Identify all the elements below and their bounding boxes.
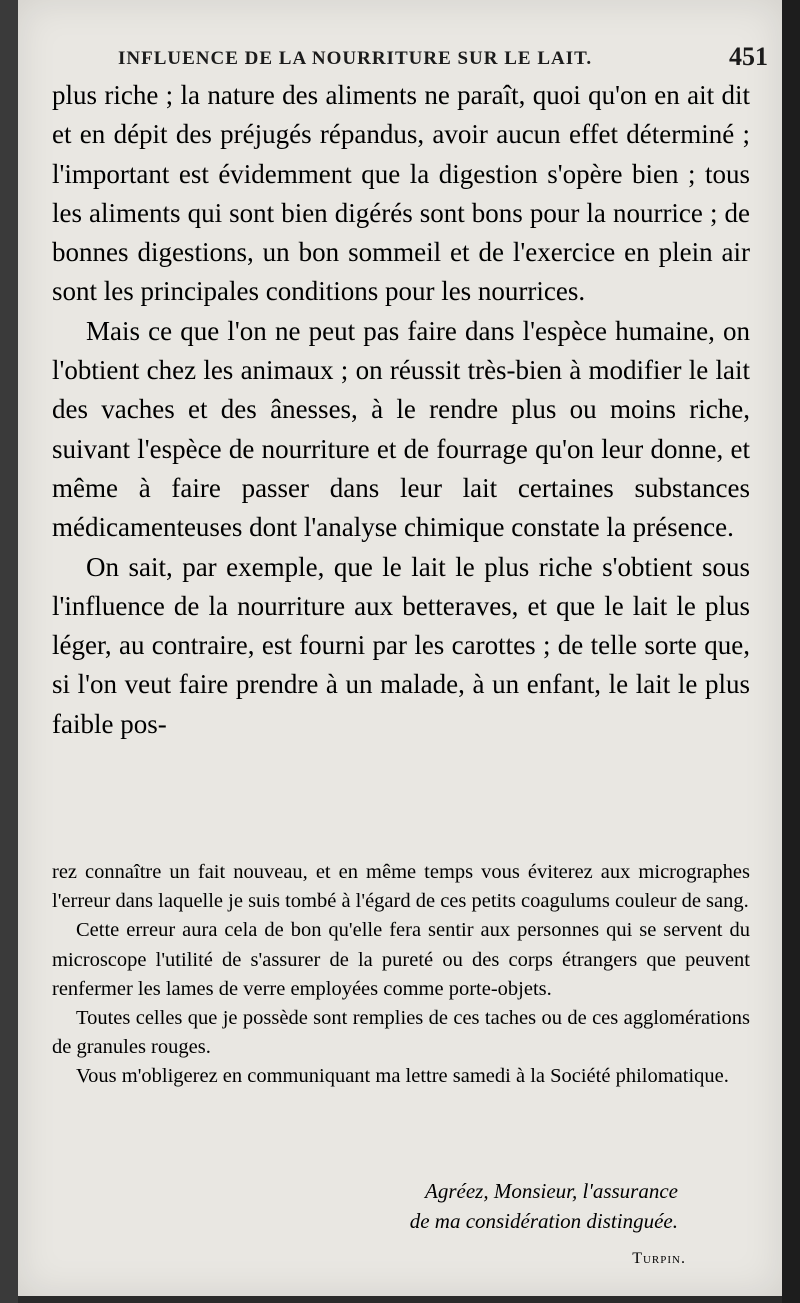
paragraph-2: Mais ce que l'on ne peut pas faire dans l'espèce humaine, on l'obtient chez les animaux ; on réussit très-bien à modifier le lait des vaches et des ânesses, à le rendre plus ou moins riche, suivant l'espèce de nourriture et de fourrage qu'on leur donne, et même à faire passer dans leur lait certaines substances médicamenteuses dont l'analyse chimique constate la présence.: [52, 315, 750, 543]
closing-line-1: Agréez, Monsieur, l'assurance: [425, 1179, 678, 1203]
page-number: 451: [729, 42, 768, 71]
paragraph-1: plus riche ; la nature des aliments ne paraît, quoi qu'on en ait dit et en dépit des préjugés répandus, avoir aucun effet déterminé ; l'important est évidemment que la digestion s'opère bien ; tous les aliments qui sont bien digérés sont bons pour la nourrice ; de bonnes digestions, un bon sommeil et de l'exercice en plein air sont les principales conditions pour les nourrices.: [52, 80, 750, 307]
bleed-through-letter-text: [52, 858, 750, 1092]
letter-closing: [300, 1176, 678, 1236]
page-header: [118, 40, 768, 76]
letter-paragraph-1: rez connaître un fait nouveau, et en même temps vous éviterez aux micrographes l'erreur dans laquelle je suis tombé à l'égard de ces petits coagulums couleur de sang.: [52, 861, 750, 913]
page-shadow-left: [0, 0, 18, 1303]
letter-paragraph-4: Vous m'obligerez en communiquant ma lettre samedi à la Société philomatique.: [76, 1065, 729, 1088]
letter-paragraph-2: Cette erreur aura cela de bon qu'elle fera sentir aux personnes qui se servent du microscope l'utilité de s'assurer de la pureté ou des corps étrangers que peuvent renfermer les lames de verre employées comme porte-objets.: [52, 919, 750, 1000]
letter-paragraph-3: Toutes celles que je possède sont remplies de ces taches ou de ces agglomérations de granules rouges.: [52, 1007, 750, 1059]
page-shadow-right: [782, 0, 800, 1303]
signature: Turpin.: [632, 1250, 686, 1267]
closing-line-2: de ma considération distinguée.: [409, 1209, 678, 1233]
main-text: [52, 76, 750, 744]
running-title: INFLUENCE DE LA NOURRITURE SUR LE LAIT.: [118, 48, 593, 69]
paragraph-3: On sait, par exemple, que le lait le plus riche s'obtient sous l'influence de la nourriture aux betteraves, et que le lait le plus léger, au contraire, est fourni par les carottes ; de telle sorte que, si l'on veut faire prendre à un malade, à un enfant, le lait le plus faible pos-: [52, 551, 750, 739]
